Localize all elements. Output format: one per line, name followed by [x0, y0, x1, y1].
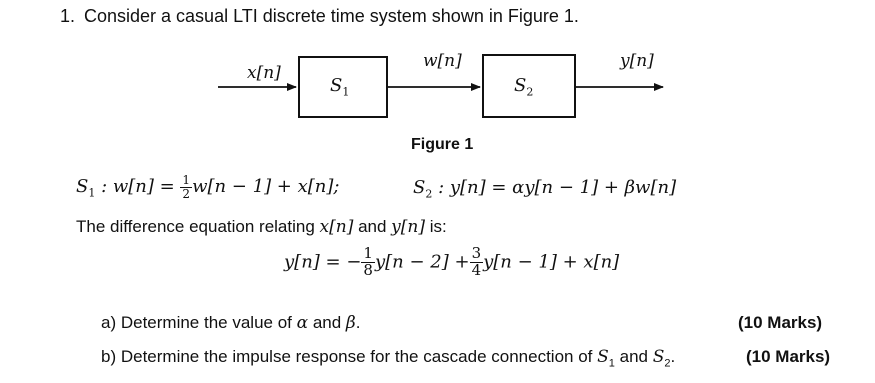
- part-a: a) Determine the value of α and β.: [101, 313, 361, 333]
- s2-equation: $S_2$ : y[n] = αy[n − 1] + βw[n]: [413, 177, 677, 201]
- part-b-marks: (10 Marks): [746, 347, 831, 366]
- part-a-marks: (10 Marks): [738, 313, 823, 332]
- fraction-one-eighth: $\frac{1}{8}$: [363, 244, 373, 279]
- difference-intro: The difference equation relating x[n] and y[n] is:: [76, 217, 447, 237]
- part-b: b) Determine the impulse response for the cascade connection of $S_1$ and $S_2$.: [101, 347, 676, 370]
- intermediate-signal-label: w[n]: [423, 51, 462, 71]
- block-s1-label: $S_1$: [330, 75, 350, 99]
- input-signal-label: x[n]: [247, 63, 281, 83]
- question-stem: Consider a casual LTI discrete time system shown in Figure 1.: [84, 6, 579, 26]
- question-number: 1.: [60, 6, 76, 26]
- figure-caption: Figure 1: [411, 136, 474, 153]
- s1-fraction: $\frac{1}{2}$: [182, 173, 191, 201]
- fraction-three-quarters: $\frac{3}{4}$: [471, 244, 482, 279]
- difference-equation: y[n] = − $\frac{1}{8}$ y[n − 2] + $\frac{3}{4}$ y[n − 1] + x[n]: [284, 244, 620, 279]
- block-s2-label: $S_2$: [514, 75, 534, 99]
- output-signal-label: y[n]: [620, 51, 654, 71]
- s1-equation: $S_1$ : w[n] = $\frac{1}{2}$ w[n − 1] + x[n];: [76, 173, 340, 201]
